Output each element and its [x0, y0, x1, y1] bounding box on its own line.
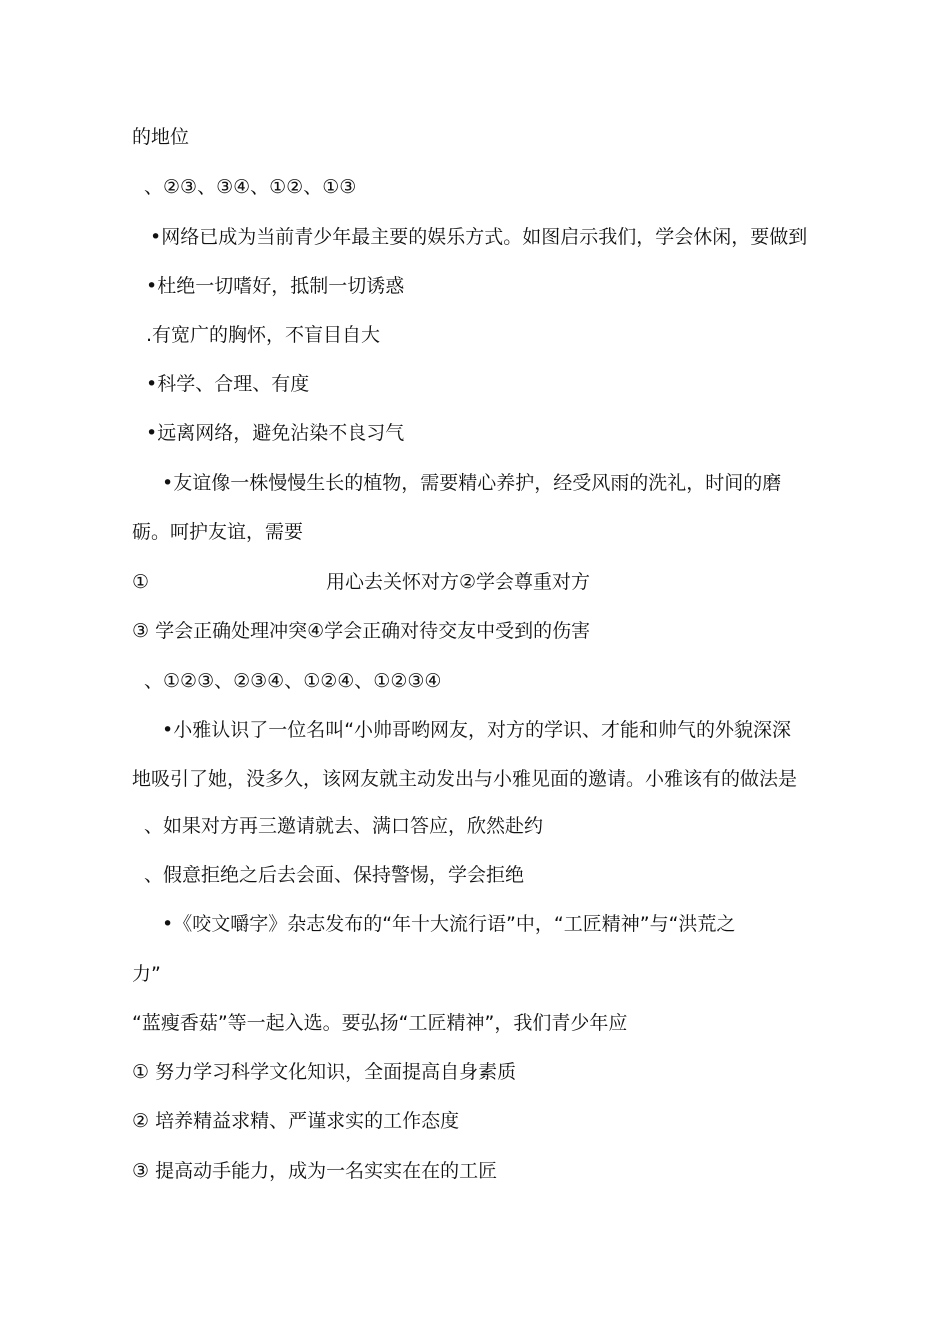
option-line: 、如果对方再三邀请就去、满口答应，欣然赴约 — [144, 815, 544, 837]
option-line: 、假意拒绝之后去会面、保持警惕，学会拒绝 — [144, 864, 525, 886]
question-stem: •《咬文嚼字》杂志发布的“年十大流行语”中，“工匠精神”与“洪荒之 — [162, 913, 736, 935]
question-stem: •小雅认识了一位名叫“小帅哥哟网友，对方的学识、才能和帅气的外貌深深 — [162, 719, 792, 741]
text-line: 力” — [132, 963, 161, 985]
text-line: 砺。呵护友谊，需要 — [132, 521, 304, 543]
option-line: •科学、合理、有度 — [146, 373, 310, 395]
question-stem: •网络已成为当前青少年最主要的娱乐方式。如图启示我们，学会休闲，要做到 — [150, 226, 808, 248]
text-line: “蓝瘦香菇”等一起入选。要弘扬“工匠精神”，我们青少年应 — [132, 1012, 628, 1034]
option-line: •杜绝一切嗜好，抵制一切诱惑 — [146, 275, 405, 297]
statement-line: ① 努力学习科学文化知识，全面提高自身素质 — [132, 1061, 517, 1083]
text-line: 的地位 — [132, 126, 190, 148]
option-line: .有宽广的胸怀，不盲目自大 — [146, 324, 381, 346]
question-stem: •友谊像一株慢慢生长的植物，需要精心养护，经受风雨的洗礼，时间的磨 — [162, 472, 782, 494]
statement-line: 用心去关怀对方②学会尊重对方 — [326, 571, 591, 593]
answer-options: 、①②③、②③④、①②④、①②③④ — [144, 670, 442, 692]
item-number: ① — [132, 571, 150, 593]
statement-line: ③ 学会正确处理冲突④学会正确对待交友中受到的伤害 — [132, 620, 591, 642]
statement-line: ② 培养精益求精、严谨求实的工作态度 — [132, 1110, 460, 1132]
option-line: •远离网络，避免沾染不良习气 — [146, 422, 405, 444]
answer-options: 、②③、③④、①②、①③ — [144, 176, 357, 198]
text-line: 地吸引了她，没多久，该网友就主动发出与小雅见面的邀请。小雅该有的做法是 — [132, 768, 798, 790]
statement-line: ③ 提高动手能力，成为一名实实在在的工匠 — [132, 1160, 498, 1182]
